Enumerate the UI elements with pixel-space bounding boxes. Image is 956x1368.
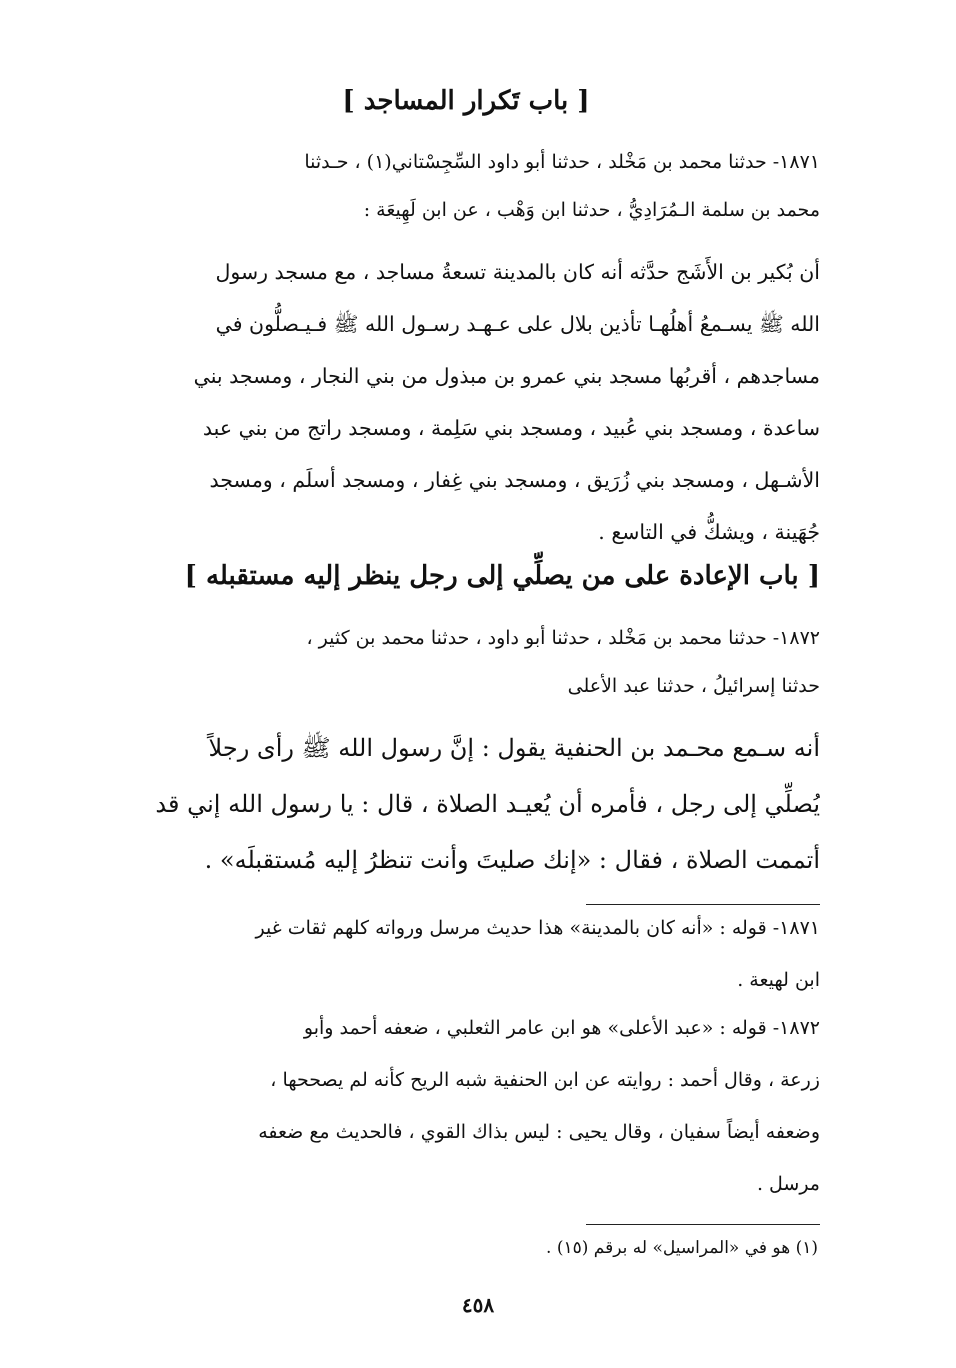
text-line: الأشـهل ، ومسجد بني زُرَيق ، ومسجد بني غِفار ، ومسجد أسلَم ، ومسجد bbox=[209, 468, 820, 492]
text-line: مرسل . bbox=[756, 1173, 820, 1195]
chapter-heading-repeat-prayer: [ باب الإعادة على من يصلِّي إلى رجل ينظر إليه مستقبله ] bbox=[184, 561, 820, 591]
hadith-1871-isnad bbox=[112, 138, 820, 234]
text-line: زرعة ، وقال أحمد : روايته عن ابن الحنفية شبه الريح كأنه لم يصححها ، bbox=[270, 1069, 820, 1091]
text-line: جُهَينة ، ويشكُّ في التاسع . bbox=[598, 520, 820, 544]
footnote-separator bbox=[586, 1224, 820, 1225]
text-line: ابن لهيعة . bbox=[737, 969, 820, 991]
hadith-1872-matn bbox=[112, 720, 820, 888]
hadith-1871-matn bbox=[112, 246, 820, 558]
text-line: الله ﷺ يسـمعُ أهلُهـا تأذين بلال على عـهـد رسـول الله ﷺ فـيـصلُّون في bbox=[215, 312, 820, 336]
text-line: ساعدة ، ومسجد بني عُبيد ، ومسجد بني سَلِمة ، ومسجد راتج من بني عبد bbox=[202, 416, 820, 440]
text-line: أن بُكير بن الأَشَج حدَّثه أنه كان بالمدينة تسعةُ مساجد ، مع مسجد رسول bbox=[215, 260, 820, 284]
footnote: (١) هو في «المراسيل» له برقم (١٥) . bbox=[546, 1238, 818, 1258]
text-line: ١٨٧٢- حدثنا محمد بن مَخْلد ، حدثنا أبو داود ، حدثنا محمد بن كثير ، bbox=[306, 627, 820, 649]
text-line: يُصلِّي إلى رجل ، فأمره أن يُعيـد الصلاة ، قال : يا رسول الله إني قد bbox=[155, 790, 820, 818]
commentary-1872 bbox=[112, 1002, 820, 1210]
text-line: حدثنا إسرائيلُ ، حدثنا عبد الأعلى bbox=[567, 675, 820, 697]
text-line: ١٨٧١- حدثنا محمد بن مَخْلد ، حدثنا أبو داود السِّجِسْتاني(١) ، حـدثنا bbox=[304, 151, 820, 173]
text-line: وضعفه أيضاً سفيان ، وقال يحيى : ليس بذاك القوي ، فالحديث مع ضعفه bbox=[258, 1121, 820, 1143]
chapter-heading-repeat-mosques: [ باب تَكرار المساجد ] bbox=[342, 86, 590, 116]
page-number: ٤٥٨ bbox=[461, 1293, 495, 1317]
text-line: مساجدهم ، أقربُها مسجد بني عمرو بن مبذول من بني النجار ، ومسجد بني bbox=[193, 364, 820, 388]
text-line: أنه سـمع محـمد بن الحنفية يقول : إنَّ رسول الله ﷺ رأى رجلاً bbox=[208, 734, 820, 762]
text-line: ١٨٧١- قوله : «أنه كان بالمدينة» هذا حديث مرسل ورواته كلهم ثقات غير bbox=[255, 917, 820, 939]
commentary-1871 bbox=[112, 902, 820, 1006]
text-line: ١٨٧٢- قوله : «عبد الأعلى» هو ابن عامر الثعلبي ، ضعفه أحمد وأبو bbox=[303, 1017, 820, 1039]
hadith-1872-isnad bbox=[112, 614, 820, 710]
text-line: أتممت الصلاة ، فقال : «إنك صليتَ وأنت تنظرُ إليه مُستقبلَه» . bbox=[204, 846, 820, 874]
text-line: محمد بن سلمة الـمُرَادِيُّ ، حدثنا ابن وَهْب ، عن ابن لَهِيعَة : bbox=[363, 199, 820, 221]
